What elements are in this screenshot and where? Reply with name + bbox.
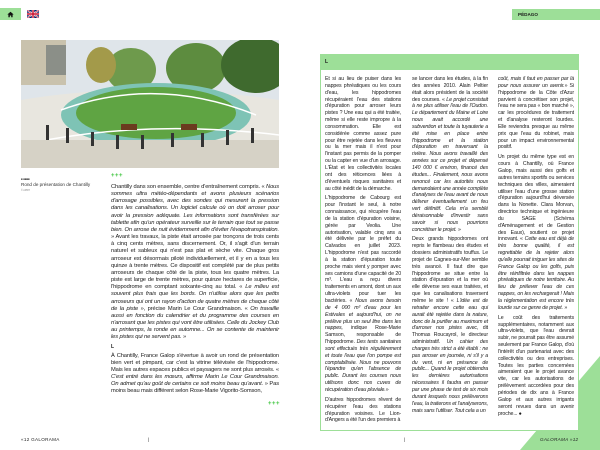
photo-caption [21,177,101,193]
section-heading: L [111,344,114,351]
body-text: L'hippodrome de Cabourg est pour l'instant le seul, à notre connaissance, qui récupère l'eau de la station d'épuration voisine, gérée par Veolia. Une autorisation, valable cinq ans a été délivrée par le préfet du Calvados en juillet 2023. L'hippodrome n'est pas raccordé à la station d'épuration toute proche mais vient y pomper avec ses camions d'une capacité de 20 m³. L'eau a reçu divers traitements en amont, dont un aux ultra-violets pour tuer les bactéries. « [325,195,401,304]
body-text: » [181,334,187,341]
body-text: Et si au lieu de puiser dans les nappes phréatiques ou les cours d'eau, les hippodromes récupéraient l'eau des stations d'épuration pour arroser leurs pistes ? Une eau qui a été traitée, même si elle reste impropre à la consommation. Elle est considérée comme assez pure pour être rejetée dans les fleuves ou la mer mais il n'est pour l'instant pas permis de la pomper ou la capter en vue d'un arrosage. L'État et les collectivités locales ont des réticences liées à d'éventuels risques sanitaires et au côté inédit de la démarche. [325,76,401,192]
body-text: Le coût des traitements supplémentaires, notamment aux ultra-violets, que l'eau devrait subir, ne pourrait pas être assumé seulement par France Galop, d'où l'intérêt d'un partenariat avec des collectivités ou des entreprises. Toutes les parties concernées aimeraient que le projet avance vite, car les autorisations de prélèvement accordées pour des périodes de dix ans à France Galop et aux autres irrigants seront revues dans un avenir proche... ● [498,314,574,417]
quote-text: Nous avons besoin de 4 000 m³ d'eau pour les Estivales et aujourd'hui, on ne prélève plus un seul litre dans les nappes, [325,298,401,332]
page-gutter-mark: | [404,437,406,442]
body-text: À Chantilly, France Galop s'évertue à avoir un rond de présentation bien vert et pimpant, car c'est la vitrine télévisée de l'hippodrome. Mais les autres espaces publics et paysagers ne sont plus arrosés. « [111,352,279,373]
caption-text: Rond de présentation de Chantilly [21,182,91,187]
footer-right-folio: GALORAMA »12 [540,437,579,442]
plus-marker-bottom: +++ [268,401,281,407]
section-tag: PÉDAGO [512,9,600,20]
body-text: » Si l'hippodrome de la Côte d'Azur parvient à concrétiser son projet, l'eau ne sera pas « bon marché », car les procédures de traitement et d'analyse resteront lourdes. Elle reviendra presque au même prix que l'eau du robinet, mais pour un impact environnemental positif. [498,82,574,151]
box-column-3 [498,76,574,420]
box-column-1 [325,76,401,427]
body-text: » [385,386,389,393]
quote-text: On travaille aussi en fonction du calendrier et du programme des courses en n'arrosant que les pistes qui vont être utilisées. Celle du Jockey Club au printemps, la ronde en automne... On se contente de maintenir les pistes qui ne servent pas. [111,305,279,341]
paragraph [412,76,488,233]
box-column-2 [412,76,488,417]
body-text: » [456,226,461,233]
paddock-photo [21,40,279,168]
quote-text: Des tests sanitaires sont effectués très régulièrement et toute l'eau que l'on pompe est comptabilisée. Nous ne pouvons l'épandre qu'en l'absence de public. Durant les courses nous utilisons donc nos cuves de récupération d'eau pluviale. [325,339,401,393]
box-heading: L [320,54,579,70]
body-text: » Avant les travaux, la piste était arrosée par tronçons de trois cents à cinq cents mètres, sans discernement. Or, il s'agit d'un terrain naturel et sableux qui n'est pas plat et sèche vite. Chaque gros arroseur est désormais piloté individuellement, et il y en a tous les quinze à trente mètres. Ce dispositif est complété par de plus petits arroseurs de chaque côté de la piste, tous les quatre mètres. La piste est large de trente mètres, pour quinze hectares de superficie, l'hippodrome en comptant soixante-cinq au total. « [111,234,279,291]
paragraph [111,184,279,341]
footer-left-folio: «12 GALORAMA [21,437,60,442]
page-gutter-mark: | [148,437,150,442]
paragraph [325,397,401,424]
quote-text: L'idée est de retraiter encore cette eau qui aurait été rejetée dans la nature, donc de la purifier au maximum et d'arroser nos pistes avec, [412,298,488,332]
body-text: Un projet du même type est en cours à Chantilly, où France Galop, mais aussi des golfs et autres terrains sportifs ou services techniques des villes, aimeraient utiliser l'eau d'une grosse station d'épuration aujourd'hui déversée dans la Nonette. Clara Morvan, directrice technique et ingénieure du SAGE (Schéma d'Aménagement et de Gestion des Eaux), soutient ce projet innovant. « [498,154,574,243]
quote-text: Nous sommes ultra météo-dépendants et avons plusieurs scénarios d'arrosage possibles, avec des sondes qui mesurent la pression dans les canalisations. Un logiciel calcule où on doit arroser pour avoir la pression adéquate. Les informations sont transférées sur tablette afin qu'un opérateur surveille sur le terrain que tout se passe bien. On arrose de nuit évidemment afin d'éviter l'évapotranspiration. [111,184,279,233]
body-text: dit Thomas Roucayrol, le directeur administratif. [412,325,488,346]
quote-text: Le milieu est souvent plus frais que les bords. On n'utilise alors que les petits arroseurs qui ont un rayon d'action de quatre mètres de chaque côté de la piste [111,284,279,312]
body-text: Chantilly dans son ensemble, centre d'entraînement compris. « [111,184,267,190]
body-text: indique Rose-Marie Samson, responsable de l'hippodrome. [325,325,401,346]
paragraph [325,195,401,393]
uk-flag-icon[interactable] [27,10,39,18]
paragraph [325,76,401,192]
left-article-body [111,184,279,399]
paragraph [412,236,488,414]
photo-credit: © APRH [21,189,30,192]
paragraph [498,76,574,151]
body-text: se lancer dans les études, à la fin des années 2010. Alain Peltier était alors président de la société des courses. « [412,76,488,103]
quote-text: coût, mais il faut en passer par là pour nous assurer un avenir. [498,76,574,89]
paragraph [111,353,279,396]
paragraph [498,315,574,418]
quote-text: Un cahier des charges très strict a été établi : ne pas arroser en journée, ni s'il y a du vent, ni en présence de public... Quand le projet obtiendra les dernières autorisations nécessaires il faudra en passer par une phase de test de six mois durant lesquels nous prélèverons l'eau, la traiterons et l'analyserons, mais sans l'utiliser. Tout cela a un [412,339,488,414]
body-text: Deux grands hippodromes ont repris le flambeau des études et dossiers administratifs touffus. Le projet de Cagnes-sur-Mer semble très avancé. Il faut dire que l'hippodrome se situe entre la station d'épuration et la mer où elle déverse ses eaux traitées, et que les canalisations traversent même le site ! « [412,236,488,304]
body-text: D'autres hippodromes rêvent de récupérer l'eau des stations d'épuration voisines. Le Lion-d'Angers a été l'un des premiers à [325,396,401,424]
quote-text: Le projet consistait à ne plus utiliser l'eau de l'Oudon. Le département du Maine et Loire nous avait accordé une subvention et toute la tuyauterie a été mise en place entre l'hippodrome et la station d'épuration en traversant la rivière. Nous avons travaillé des années sur ce projet et dépensé 140 000 € environ, financé des études... Finalement, nous avons renoncé car les autorités nous demandaient une année complète d'analyses de l'eau avant de nous délivrer éventuellement un feu vert définitif. Cela m'a semblé déraisonnable d'investir sans savoir si nous pourrions concrétiser le projet. [412,96,488,233]
body-text: », précise Marin Le Cour Grandmaison. « [138,305,251,312]
caption-kicker: ■ ■■■■ [21,178,30,181]
home-button[interactable] [0,8,21,20]
paragraph [498,154,574,311]
quote-text: C'est entré dans les mœurs, affirme Marin Le Cour Grandmaison. On admet qu'au goût de certains ce soit moins beau qu'avant. [111,374,279,388]
body-text: » [562,304,568,311]
plus-marker-top: +++ [111,173,124,179]
home-icon [7,11,14,18]
body-text: » Pas moins beau mais différent selon Rose-Marie Vigorito-Somson, [111,381,279,395]
quote-text: Cette eau est déjà de très bonne qualité, il est regrettable de la rejeter alors qu'elle pourrait irriguer les sites de France Galop ou les golfs, puis être réinfiltrée dans les nappes phréatiques de notre territoire. Au lieu de prélever l'eau de ces nappes, on les rechargerait ! Mais la réglementation est encore très lourde sur ce genre de projet. [498,236,574,311]
